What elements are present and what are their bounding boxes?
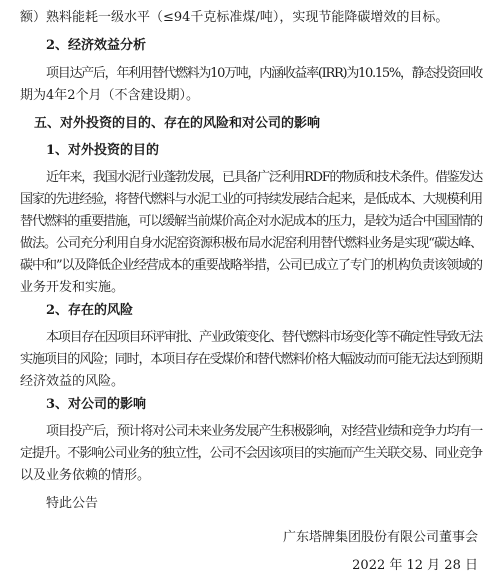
signature-company: 广东塔牌集团股份有限公司董事会 — [282, 530, 478, 545]
section-heading: 1、对外投资的目的 — [46, 143, 160, 158]
chapter-heading: 五、对外投资的目的、存在的风险和对公司的影响 — [34, 116, 321, 131]
paragraph-line: 本项目存在因项目环评审批、产业政策变化、替代燃料市场变化等不确定性导致无法 — [46, 330, 482, 345]
paragraph-line: 国家的先进经验，将替代燃料与水泥工业的可持续发展结合起来，是低成本、大规模利用 — [20, 192, 482, 207]
section-heading: 2、经济效益分析 — [46, 38, 147, 53]
paragraph-line: 定提升。不影响公司业务的独立性，公司不会因该项目的实施而产生关联交易、同业竞争 — [20, 446, 482, 461]
section-heading: 3、对公司的影响 — [46, 397, 147, 412]
paragraph-line: 替代燃料的重要措施，可以缓解当前煤价高企对水泥成本的压力，是较为适合中国国情的 — [20, 214, 482, 229]
paragraph-line: 额）熟料能耗一级水平（≤94千克标准煤/吨），实现节能降碳增效的目标。 — [20, 10, 449, 25]
paragraph-line: 经济效益的风险。 — [20, 374, 125, 389]
paragraph-line: 项目达产后，年利用替代燃料为10万吨，内涵收益率(IRR)为10.15%，静态投资回收 — [46, 66, 482, 81]
section-heading: 2、存在的风险 — [46, 303, 134, 318]
paragraph-line: 近年来，我国水泥行业蓬勃发展，已具备广泛利用RDF的物质和技术条件。借鉴发达 — [46, 170, 482, 185]
paragraph-line: 做法。公司充分利用自身水泥窑资源积极布局水泥窑利用替代燃料业务是实现“碳达峰、 — [20, 236, 482, 251]
paragraph-line: 碳中和”以及降低企业经营成本的重要战略举措，公司已成立了专门的机构负责该领域的 — [20, 258, 482, 273]
paragraph-line: 项目投产后，预计将对公司未来业务发展产生积极影响，对经营业绩和竞争力均有一 — [46, 424, 482, 439]
paragraph-line: 业务开发和实施。 — [20, 280, 125, 295]
paragraph-line: 期为4年2个月（不含建设期）。 — [20, 88, 200, 103]
paragraph-line: 实施项目的风险；同时，本项目存在受煤价和替代燃料价格大幅波动而可能无法达到预期 — [20, 352, 482, 367]
paragraph-line: 以及业务依赖的情形。 — [20, 468, 151, 483]
signature-date: 2022 年 12 月 28 日 — [352, 558, 478, 573]
closing-remark: 特此公告 — [46, 496, 99, 511]
